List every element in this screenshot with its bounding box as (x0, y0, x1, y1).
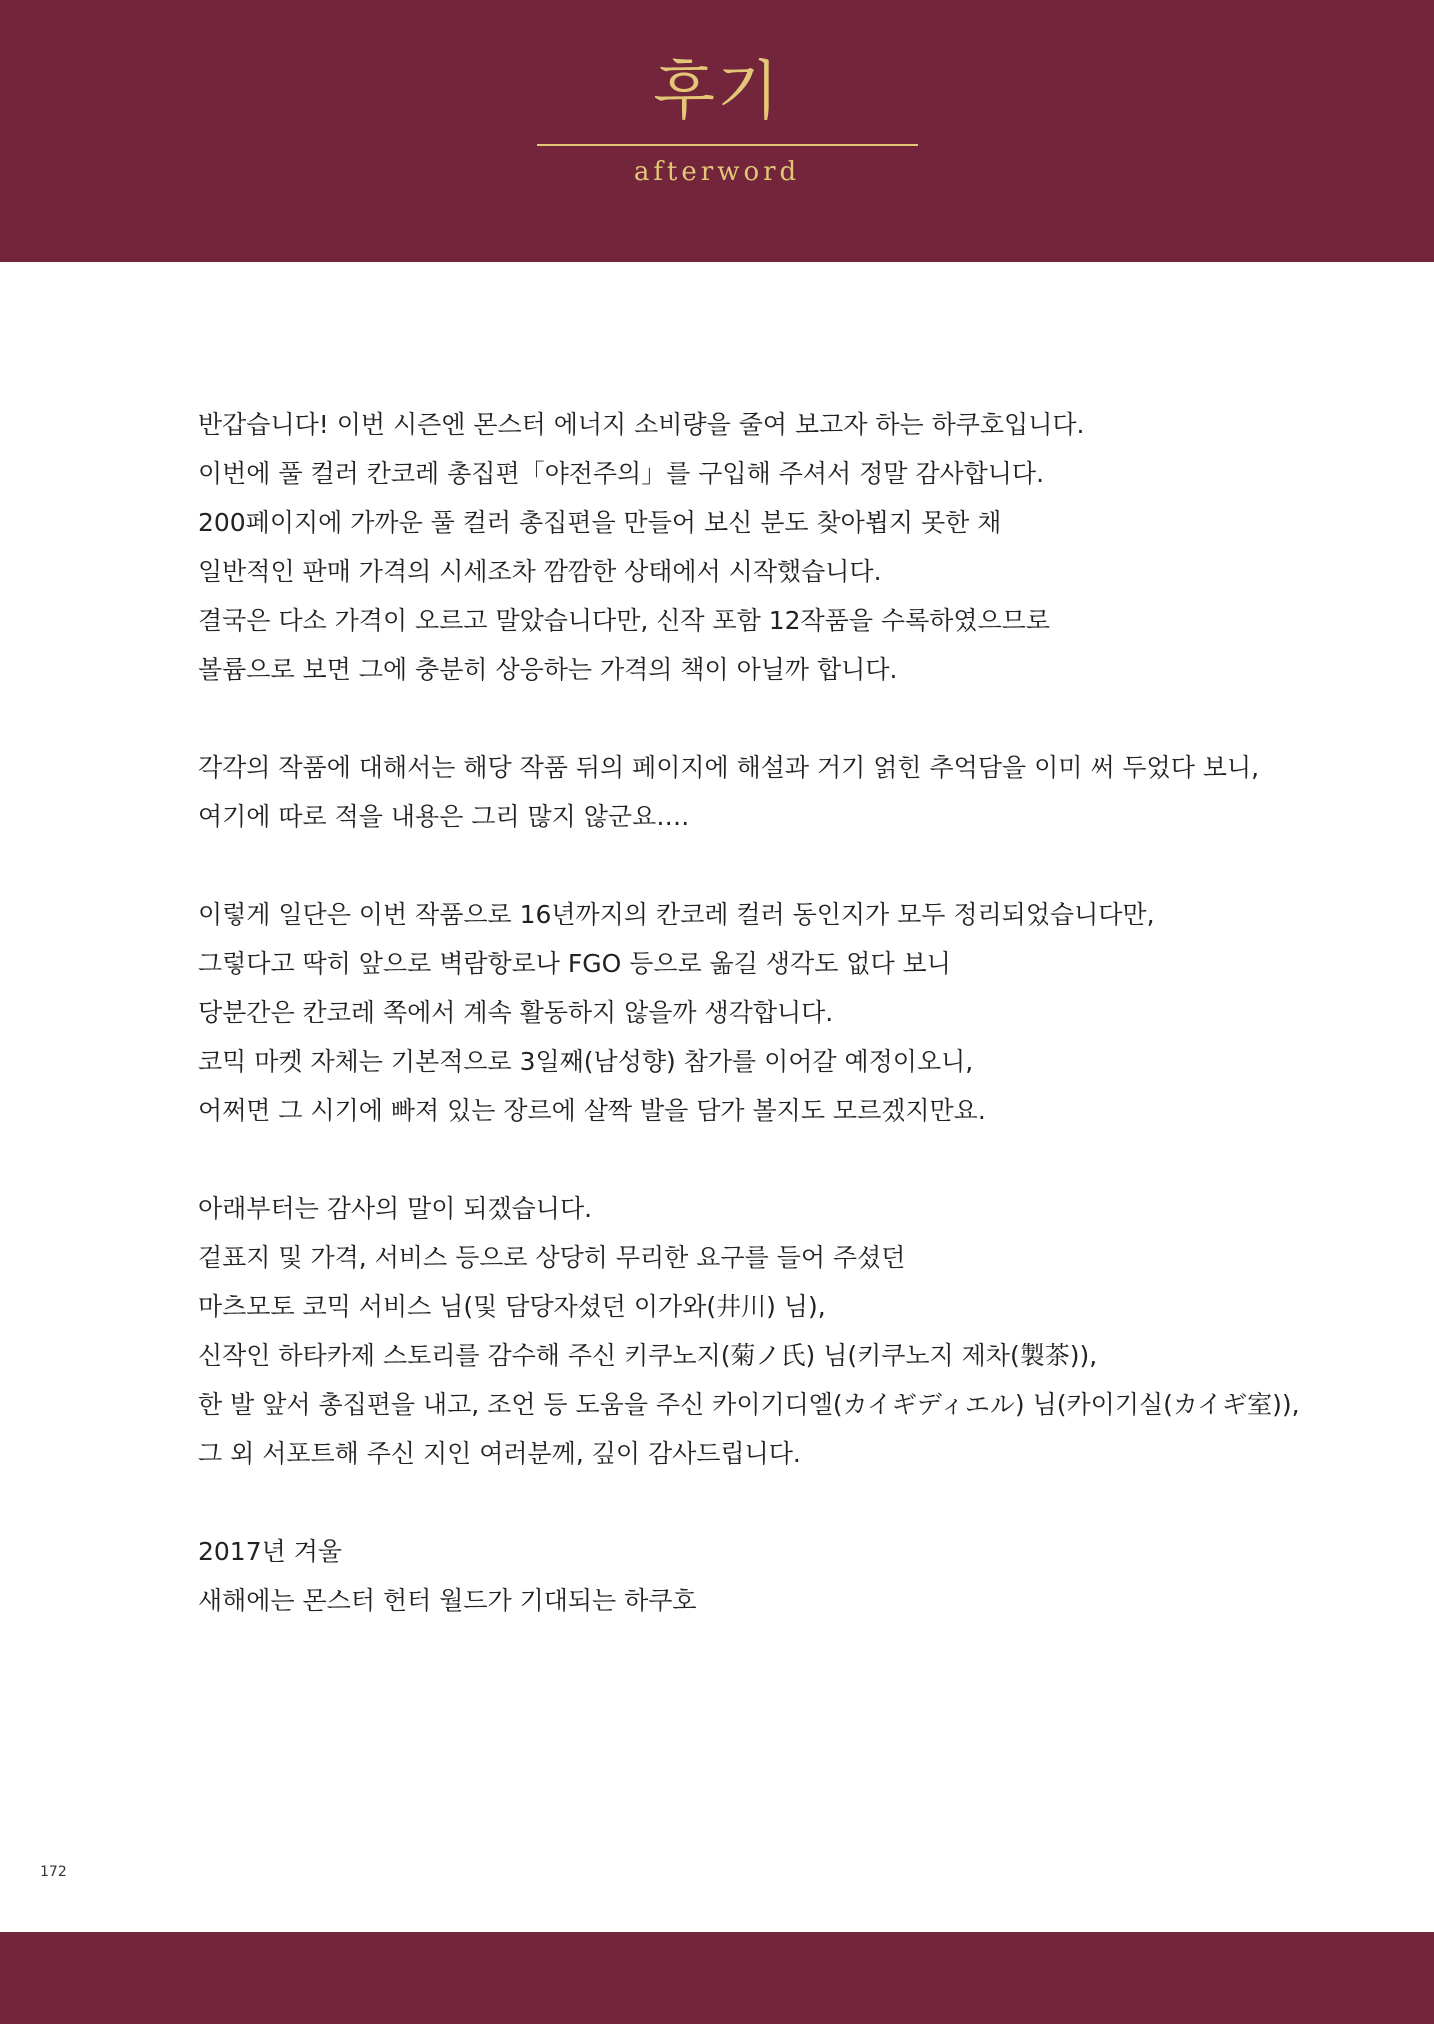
text-line: 일반적인 판매 가격의 시세조차 깜깜한 상태에서 시작했습니다. (198, 557, 882, 586)
page-title: 후기 (653, 55, 781, 129)
page-subtitle: afterword (633, 157, 801, 187)
signature-date: 2017년 겨울 (198, 1537, 343, 1566)
text-line: 한 발 앞서 총집편을 내고, 조언 등 도움을 주신 카이기디엘(カイギディエル) 님(카이기실(カイギ室)), (198, 1390, 1300, 1419)
text-line: 볼륨으로 보면 그에 충분히 상응하는 가격의 책이 아닐까 합니다. (198, 655, 898, 684)
text-line: 여기에 따로 적을 내용은 그리 많지 않군요…. (198, 802, 690, 831)
footer-band (0, 1932, 1434, 2024)
text-line: 겉표지 및 가격, 서비스 등으로 상당히 무리한 요구를 들어 주셨던 (198, 1243, 906, 1272)
text-line: 이번에 풀 컬러 칸코레 총집편「야전주의」를 구입해 주셔서 정말 감사합니다. (198, 459, 1045, 488)
paragraph-signature (198, 1527, 1358, 1625)
afterword-body (198, 400, 1358, 1674)
text-line: 이렇게 일단은 이번 작품으로 16년까지의 칸코레 컬러 동인지가 모두 정리되었습니다만, (198, 900, 1155, 929)
signature-author: 새해에는 몬스터 헌터 월드가 기대되는 하쿠호 (198, 1586, 697, 1615)
text-line: 어쩌면 그 시기에 빠져 있는 장르에 살짝 발을 담가 볼지도 모르겠지만요. (198, 1096, 986, 1125)
text-line: 결국은 다소 가격이 오르고 말았습니다만, 신작 포함 12작품을 수록하였으므로 (198, 606, 1050, 635)
text-line: 200페이지에 가까운 풀 컬러 총집편을 만들어 보신 분도 찾아뵙지 못한 채 (198, 508, 1002, 537)
text-line: 각각의 작품에 대해서는 해당 작품 뒤의 페이지에 해설과 거기 얽힌 추억담을 이미 써 두었다 보니, (198, 753, 1260, 782)
text-line: 신작인 하타카제 스토리를 감수해 주신 키쿠노지(菊ノ氏) 님(키쿠노지 제차(製茶)), (198, 1341, 1098, 1370)
text-line: 아래부터는 감사의 말이 되겠습니다. (198, 1194, 593, 1223)
paragraph-works (198, 743, 1358, 841)
paragraph-thanks (198, 1184, 1358, 1478)
text-line: 그렇다고 딱히 앞으로 벽람항로나 FGO 등으로 옮길 생각도 없다 보니 (198, 949, 951, 978)
text-line: 당분간은 칸코레 쪽에서 계속 활동하지 않을까 생각합니다. (198, 998, 834, 1027)
paragraph-greeting (198, 400, 1358, 694)
text-line: 그 외 서포트해 주신 지인 여러분께, 깊이 감사드립니다. (198, 1439, 801, 1468)
text-line: 코믹 마켓 자체는 기본적으로 3일째(남성향) 참가를 이어갈 예정이오니, (198, 1047, 974, 1076)
text-line: 마츠모토 코믹 서비스 님(및 담당자셨던 이가와(井川) 님), (198, 1292, 826, 1321)
text-line: 반갑습니다! 이번 시즌엔 몬스터 에너지 소비량을 줄여 보고자 하는 하쿠호입니다. (198, 410, 1085, 439)
paragraph-future (198, 890, 1358, 1135)
page-number: 172 (40, 1864, 67, 1880)
title-divider (537, 144, 918, 146)
